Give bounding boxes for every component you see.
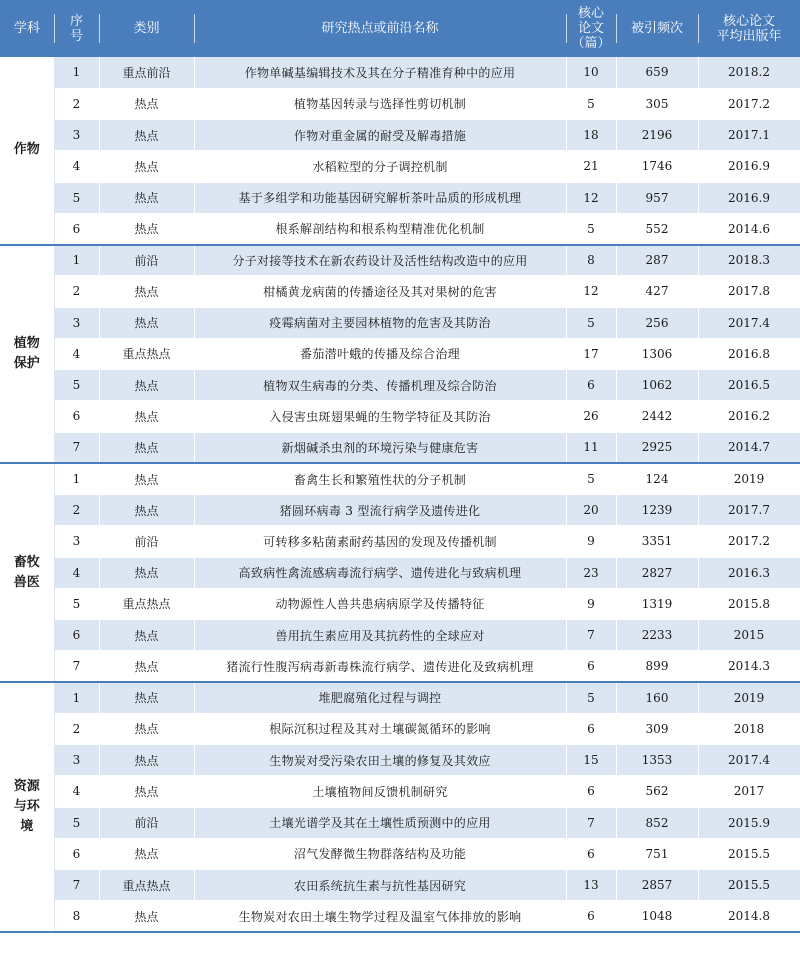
citations-cell: 2196 [616,120,698,151]
core-papers-cell: 6 [566,838,616,869]
citations-cell: 2857 [616,870,698,901]
topic-cell: 植物基因转录与选择性剪切机制 [194,88,566,119]
avg-year-cell: 2017.8 [698,276,800,307]
topic-cell: 畜禽生长和繁殖性状的分子机制 [194,463,566,494]
row-number: 3 [54,307,99,338]
avg-year-cell: 2016.9 [698,151,800,182]
avg-year-cell: 2017.4 [698,307,800,338]
citations-cell: 552 [616,213,698,244]
table-row [0,307,800,338]
topic-cell: 根系解剖结构和根系构型精准优化机制 [194,213,566,244]
topic-cell: 水稻粒型的分子调控机制 [194,151,566,182]
category-cell: 热点 [99,620,194,651]
core-papers-cell: 26 [566,401,616,432]
avg-year-cell: 2018.2 [698,57,800,88]
table-row [0,651,800,682]
topic-cell: 根际沉积过程及其对土壤碳氮循环的影响 [194,713,566,744]
citations-cell: 1306 [616,338,698,369]
citations-cell: 256 [616,307,698,338]
category-cell: 热点 [99,745,194,776]
row-number: 1 [54,463,99,494]
core-papers-cell: 12 [566,276,616,307]
avg-year-cell: 2018 [698,713,800,744]
avg-year-cell: 2017.4 [698,745,800,776]
table-row [0,245,800,276]
topic-cell: 兽用抗生素应用及其抗药性的全球应对 [194,620,566,651]
row-number: 2 [54,495,99,526]
row-number: 2 [54,276,99,307]
topic-cell: 高致病性禽流感病毒流行病学、遗传进化与致病机理 [194,557,566,588]
table-row [0,557,800,588]
category-cell: 热点 [99,276,194,307]
topic-cell: 入侵害虫斑翅果蝇的生物学特征及其防治 [194,401,566,432]
avg-year-cell: 2016.5 [698,370,800,401]
citations-cell: 3351 [616,526,698,557]
category-cell: 热点 [99,463,194,494]
core-papers-cell: 5 [566,213,616,244]
core-papers-cell: 18 [566,120,616,151]
row-number: 1 [54,245,99,276]
category-cell: 重点热点 [99,338,194,369]
topic-cell: 生物炭对农田土壤生物学过程及温室气体排放的影响 [194,901,566,932]
avg-year-cell: 2017 [698,776,800,807]
row-number: 4 [54,557,99,588]
avg-year-cell: 2014.6 [698,213,800,244]
core-papers-cell: 12 [566,182,616,213]
core-papers-cell: 5 [566,88,616,119]
table-row [0,401,800,432]
table-body [0,57,800,932]
subject-cell [0,245,54,464]
core-papers-cell: 13 [566,870,616,901]
citations-cell: 2827 [616,557,698,588]
header-no: 序 号 [54,0,99,57]
category-cell: 热点 [99,495,194,526]
topic-cell: 生物炭对受污染农田土壤的修复及其效应 [194,745,566,776]
table-row [0,620,800,651]
table-row [0,745,800,776]
core-papers-cell: 17 [566,338,616,369]
topic-cell: 疫霉病菌对主要园林植物的危害及其防治 [194,307,566,338]
category-cell: 前沿 [99,807,194,838]
core-papers-cell: 5 [566,307,616,338]
core-papers-cell: 23 [566,557,616,588]
citations-cell: 1746 [616,151,698,182]
avg-year-cell: 2016.3 [698,557,800,588]
row-number: 2 [54,88,99,119]
topic-cell: 动物源性人兽共患病病原学及传播特征 [194,588,566,619]
row-number: 3 [54,745,99,776]
avg-year-cell: 2017.1 [698,120,800,151]
table-row [0,338,800,369]
row-number: 4 [54,338,99,369]
header-core-papers: 核心 论文 （篇） [566,0,616,57]
row-number: 5 [54,182,99,213]
subject-cell [0,57,54,245]
topic-cell: 土壤植物间反馈机制研究 [194,776,566,807]
avg-year-cell: 2015.9 [698,807,800,838]
subject-label: 资源与环境 [13,779,40,834]
table-row [0,526,800,557]
category-cell: 热点 [99,901,194,932]
topic-cell: 植物双生病毒的分类、传播机理及综合防治 [194,370,566,401]
category-cell: 前沿 [99,526,194,557]
row-number: 4 [54,151,99,182]
category-cell: 热点 [99,213,194,244]
table-row [0,901,800,932]
table-row [0,432,800,463]
core-papers-cell: 7 [566,807,616,838]
avg-year-cell: 2016.8 [698,338,800,369]
core-papers-cell: 9 [566,526,616,557]
citations-cell: 160 [616,682,698,713]
row-number: 5 [54,370,99,401]
topic-cell: 作物对重金属的耐受及解毒措施 [194,120,566,151]
row-number: 5 [54,588,99,619]
table-header-row [0,0,800,57]
table-row [0,807,800,838]
topic-cell: 新烟碱杀虫剂的环境污染与健康危害 [194,432,566,463]
table-row [0,151,800,182]
row-number: 3 [54,526,99,557]
topic-cell: 土壤光谱学及其在土壤性质预测中的应用 [194,807,566,838]
table-row [0,838,800,869]
citations-cell: 124 [616,463,698,494]
row-number: 3 [54,120,99,151]
category-cell: 重点热点 [99,870,194,901]
core-papers-cell: 8 [566,245,616,276]
core-papers-cell: 10 [566,57,616,88]
table-row [0,88,800,119]
citations-cell: 2442 [616,401,698,432]
table-row [0,776,800,807]
table-row [0,213,800,244]
row-number: 4 [54,776,99,807]
citations-cell: 562 [616,776,698,807]
category-cell: 热点 [99,682,194,713]
core-papers-cell: 6 [566,776,616,807]
header-subject: 学科 [0,0,54,57]
category-cell: 热点 [99,307,194,338]
table-row [0,495,800,526]
avg-year-cell: 2017.2 [698,526,800,557]
citations-cell: 1048 [616,901,698,932]
category-cell: 热点 [99,776,194,807]
avg-year-cell: 2017.2 [698,88,800,119]
category-cell: 热点 [99,182,194,213]
citations-cell: 305 [616,88,698,119]
citations-cell: 1319 [616,588,698,619]
table-row [0,588,800,619]
avg-year-cell: 2014.7 [698,432,800,463]
category-cell: 热点 [99,557,194,588]
subject-cell [0,682,54,932]
row-number: 6 [54,401,99,432]
topic-cell: 基于多组学和功能基因研究解析茶叶品质的形成机理 [194,182,566,213]
core-papers-cell: 6 [566,901,616,932]
citations-cell: 1239 [616,495,698,526]
subject-label: 作物 [13,142,40,158]
citations-cell: 427 [616,276,698,307]
row-number: 6 [54,213,99,244]
avg-year-cell: 2015.8 [698,588,800,619]
citations-cell: 751 [616,838,698,869]
citations-cell: 2233 [616,620,698,651]
category-cell: 热点 [99,88,194,119]
core-papers-cell: 5 [566,682,616,713]
header-citations: 被引频次 [616,0,698,57]
citations-cell: 2925 [616,432,698,463]
row-number: 5 [54,807,99,838]
avg-year-cell: 2015 [698,620,800,651]
citations-cell: 1062 [616,370,698,401]
avg-year-cell: 2015.5 [698,870,800,901]
category-cell: 热点 [99,370,194,401]
table-row [0,463,800,494]
category-cell: 热点 [99,151,194,182]
core-papers-cell: 6 [566,713,616,744]
category-cell: 热点 [99,120,194,151]
avg-year-cell: 2014.3 [698,651,800,682]
subject-label: 畜牧兽医 [13,554,40,590]
header-category: 类别 [99,0,194,57]
row-number: 2 [54,713,99,744]
header-avg-year: 核心论文 平均出版年 [698,0,800,57]
citations-cell: 287 [616,245,698,276]
topic-cell: 堆肥腐殖化过程与调控 [194,682,566,713]
table-row [0,870,800,901]
subject-label: 植物保护 [13,335,40,371]
table-row [0,120,800,151]
topic-cell: 番茄潜叶蛾的传播及综合治理 [194,338,566,369]
topic-cell: 可转移多粘菌素耐药基因的发现及传播机制 [194,526,566,557]
core-papers-cell: 7 [566,620,616,651]
citations-cell: 309 [616,713,698,744]
table-row [0,57,800,88]
avg-year-cell: 2016.2 [698,401,800,432]
table-row [0,713,800,744]
subject-cell [0,463,54,682]
row-number: 1 [54,682,99,713]
row-number: 6 [54,620,99,651]
table-row [0,182,800,213]
row-number: 1 [54,57,99,88]
citations-cell: 1353 [616,745,698,776]
topic-cell: 作物单碱基编辑技术及其在分子精准育种中的应用 [194,57,566,88]
avg-year-cell: 2018.3 [698,245,800,276]
header-topic: 研究热点或前沿名称 [194,0,566,57]
core-papers-cell: 6 [566,370,616,401]
category-cell: 重点前沿 [99,57,194,88]
core-papers-cell: 11 [566,432,616,463]
topic-cell: 猪流行性腹泻病毒新毒株流行病学、遗传进化及致病机理 [194,651,566,682]
core-papers-cell: 9 [566,588,616,619]
topic-cell: 分子对接等技术在新农药设计及活性结构改造中的应用 [194,245,566,276]
topic-cell: 沼气发酵微生物群落结构及功能 [194,838,566,869]
core-papers-cell: 20 [566,495,616,526]
topic-cell: 农田系统抗生素与抗性基因研究 [194,870,566,901]
category-cell: 前沿 [99,245,194,276]
core-papers-cell: 6 [566,651,616,682]
category-cell: 重点热点 [99,588,194,619]
citations-cell: 852 [616,807,698,838]
avg-year-cell: 2019 [698,463,800,494]
table-row [0,370,800,401]
topic-cell: 柑橘黄龙病菌的传播途径及其对果树的危害 [194,276,566,307]
category-cell: 热点 [99,651,194,682]
avg-year-cell: 2016.9 [698,182,800,213]
row-number: 8 [54,901,99,932]
avg-year-cell: 2014.8 [698,901,800,932]
citations-cell: 899 [616,651,698,682]
row-number: 7 [54,432,99,463]
avg-year-cell: 2017.7 [698,495,800,526]
avg-year-cell: 2015.5 [698,838,800,869]
category-cell: 热点 [99,838,194,869]
row-number: 7 [54,870,99,901]
table-row [0,276,800,307]
table-row [0,682,800,713]
category-cell: 热点 [99,432,194,463]
row-number: 6 [54,838,99,869]
core-papers-cell: 15 [566,745,616,776]
category-cell: 热点 [99,713,194,744]
topic-cell: 猪圆环病毒 3 型流行病学及遗传进化 [194,495,566,526]
row-number: 7 [54,651,99,682]
category-cell: 热点 [99,401,194,432]
core-papers-cell: 21 [566,151,616,182]
citations-cell: 957 [616,182,698,213]
citations-cell: 659 [616,57,698,88]
avg-year-cell: 2019 [698,682,800,713]
core-papers-cell: 5 [566,463,616,494]
